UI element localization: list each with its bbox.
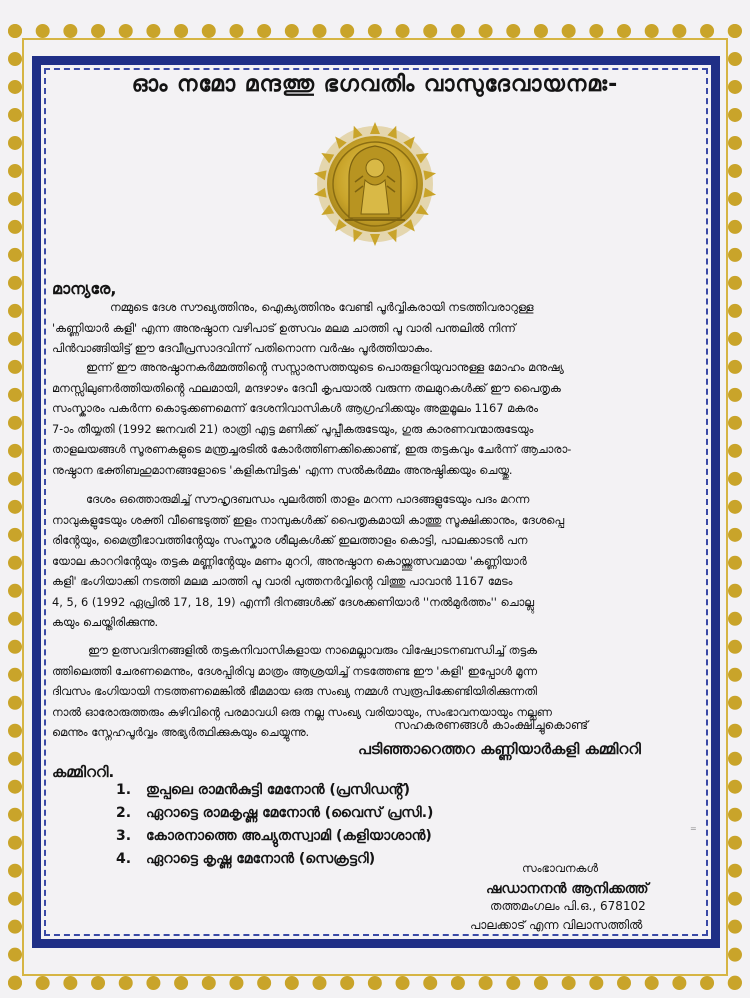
paragraph-line: മെന്നും സ്നേഹപൂർവ്വം അഭ്യർത്ഥിക്കുകയും ചെയ്യുന്നു. <box>52 725 310 739</box>
paragraph-line: കളി' ഭംഗിയാക്കി നടത്തി മലമ ചാത്തി പൂ വാരി പുത്തനർവ്വിൻ്റെ വിത്തു പാവാൻ 1167 മേടം <box>52 574 513 588</box>
committee-name: പടിഞ്ഞാറെത്തറ കണ്ണിയാർകളി കമ്മിററി <box>358 740 641 758</box>
member-number: 2. <box>116 805 132 821</box>
closing-line: സഹകരണങ്ങൾ കാംക്ഷിച്ചുകൊണ്ട് <box>394 718 589 732</box>
paragraph-1 <box>52 297 692 359</box>
paragraph-line: 4, 5, 6 (1992 ഏപ്രിൽ 17, 18, 19) എന്നീ ദിനങ്ങൾക്ക് ദേശക്കണിയാർ ''നൽമുർത്തം'' ചൊല്ലു <box>52 594 534 609</box>
paragraph-line: ദിവസം ഭംഗിയായി നടത്തണമെങ്കിൽ ഭീമമായ ഒരു സംഖ്യ നമ്മൾ സ്വരൂപിക്കേണ്ടിയിരിക്കുന്നതി <box>52 684 537 698</box>
paragraph-line: നുഷ്ഠാന ഭക്തിബഹുമാനങ്ങളോടെ 'കളികമ്പിട്ടക' എന്ന സൽകർമ്മം അനുഷ്ഠിക്കയും ചെയ്തു. <box>52 462 513 477</box>
paragraph-line: 'കണ്ണിയാർ കളി' എന്ന അനുഷ്ഠാന വഴിപാട് ഉത്സവം മലമ ചാത്തി പൂ വാരി പന്തലിൽ നിന്ന് <box>52 320 516 335</box>
paragraph-line: മനസ്സിലുണർത്തിയതിൻ്റെ ഫലമായി, മന്ദഴാഴം ദേവീ കൃപയാൽ വരുന്ന തലമുറകൾക്ക് ഈ പൈതൃക <box>52 380 561 395</box>
paragraph-line: ദേശം ഒത്തൊരുമിച്ച് സൗഹൃദബന്ധം പുലർത്തി താളം മറന്ന പാദങ്ങളുടേയും പദം മറന്ന <box>86 492 530 506</box>
paragraph-line: ത്തിലെത്തി ചേരണമെന്നും, ദേശപ്പിരിവു മാത്രം ആശ്രയിച്ച് നടത്തേണ്ട ഈ 'കളി' ഇപ്പോൾ മൂന്ന <box>52 663 537 678</box>
paragraph-line: യോല കാററിൻ്റേയും തട്ടക മണ്ണിൻ്റേയും മണം മുററി, അനുഷ്ഠാന കൊയ്ത്തുത്സവമായ 'കണ്ണിയാർ <box>52 553 527 568</box>
paragraph-3 <box>52 489 692 633</box>
member-name: കോരനാത്തെ അച്യുതസ്വാമി (കളിയാശാൻ) <box>146 828 432 844</box>
paragraph-line: രിൻ്റേയും, മൈത്രീഭാവത്തിൻ്റേയും സംസ്കാര ശീലുകൾക്ക് ഇലത്താളം കൊട്ടി, പാലക്കാടൻ പന <box>52 533 528 547</box>
stray-mark: = <box>690 824 697 833</box>
paragraph-line: താളലയങ്ങൾ സൂരണകളുടെ മന്ത്രച്ചരടിൽ കോർത്തിണക്കിക്കൊണ്ട്, ഇരു തട്ടകവും ചേർന്ന് ആചാരാ- <box>52 442 572 456</box>
address-line-2: പാലക്കാട് എന്ന വിലാസത്തിൽ <box>470 918 643 932</box>
member-item <box>116 828 432 844</box>
address-line-1: തത്തമംഗലം പി.ഒ., 678102 <box>490 899 646 913</box>
paragraph-line: 7-ാം തീയ്യതി (1992 ജനവരി 21) രാത്രി എട്ട മണിക്ക് പൂപ്പീകരുടേയും, ഗുരു കാരണവന്മാരുടേയും <box>52 421 534 436</box>
member-name: ഏറാട്ടെ കൃഷ്ണ മേനോൻ (സെക്രട്ടറി) <box>146 851 376 867</box>
committee-label: കമ്മിററി. <box>52 763 115 781</box>
member-number: 4. <box>116 851 132 867</box>
paragraph-line: ഈ ഉത്സവദിനങ്ങളിൽ തട്ടകനിവാസികളായ നാമെല്ലാവരും വിഷ്വോടനബന്ധിച്ച് തട്ടക <box>88 643 538 657</box>
convener-name: ഷഡാനനൻ ആനിക്കത്ത് <box>486 881 649 897</box>
convener-label: സംഭാവനകൾ <box>522 861 599 875</box>
salutation: മാന്യരേ, <box>52 279 117 298</box>
member-name: തുപ്പലെ രാമൻകുട്ടി മേനോൻ (പ്രസിഡൻ്റ്) <box>146 782 410 798</box>
member-number: 1. <box>116 782 132 798</box>
paragraph-2 <box>52 357 692 480</box>
paragraph-line: നാവുകളുടേയും ശക്തി വീണ്ടെടുത്ത് ഇളം നാമ്പുകൾക്ക് പൈതൃകമായി കാത്തു സൂക്ഷിക്കാനും, ദേശപ്പെ <box>52 512 565 527</box>
member-item <box>116 782 410 798</box>
paragraph-line: നാൽ ഓരോരുത്തരും കഴിവിൻ്റെ പരമാവധി ഒരു നല്ല സംഖ്യ വരിയായും, സംഭാവനയായും നല്ലണ <box>52 704 552 719</box>
paragraph-4 <box>52 640 692 743</box>
paragraph-line: ഇന്ന് ഈ അനുഷ്ഠാനകർമ്മത്തിൻ്റെ സസ്സാരസത്തയുടെ പൊരുളറിയുവാനുള്ള മോഹം മനുഷ്യ <box>86 360 564 374</box>
paragraph-line: സംസ്കാരം പകർന്ന കൊടുക്കണമെന്ന് ദേശനിവാസികൾ ആഗ്രഹിക്കയും അതുമൂലം 1167 മകരം <box>52 401 539 415</box>
paragraph-line: പിൻവാങ്ങിയിട്ട് ഈ ദേവീപ്രസാദവിന്ന് പതിനൊന്ന വർഷം പൂർത്തിയാകും. <box>52 341 433 355</box>
member-item <box>116 851 375 867</box>
member-item <box>116 805 433 821</box>
goddess-emblem-icon <box>285 120 465 248</box>
member-number: 3. <box>116 828 132 844</box>
member-name: ഏറാട്ടെ രാമകൃഷ്ണ മേനോൻ (വൈസ് പ്രസി.) <box>146 805 434 821</box>
paragraph-line: നമ്മുടെ ദേശ സൗഖ്യത്തിനും, ഐക്യത്തിനും വേണ്ടി പൂർവ്വികരായി നടത്തിവരാറുള്ള <box>110 300 534 314</box>
invocation-heading: ഓം നമോ മന്ദത്തു ഭഗവതിം വാസുദേവായനമഃ- <box>131 72 619 97</box>
paragraph-line: കയും ചെയ്തിരിക്കുന്നു. <box>52 615 159 629</box>
